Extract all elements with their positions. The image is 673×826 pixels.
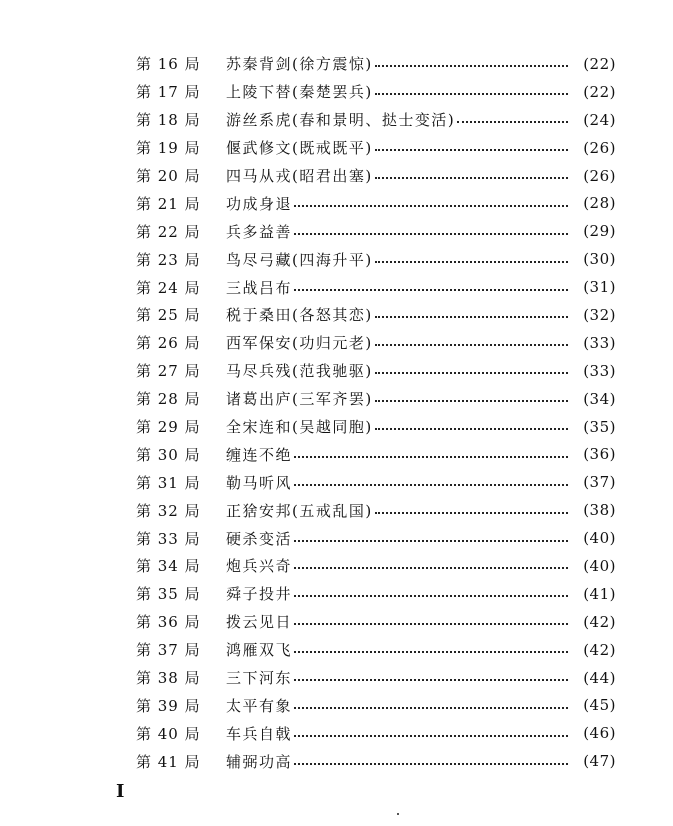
game-number: 第 34 局 xyxy=(136,557,201,576)
page-reference: (45) xyxy=(583,696,616,715)
game-number: 第 39 局 xyxy=(136,696,201,715)
page-reference: (41) xyxy=(583,584,616,603)
toc-entry[interactable] xyxy=(136,245,616,273)
toc-entry[interactable] xyxy=(136,413,616,441)
game-title: 西军保安(功归元老) xyxy=(226,334,373,353)
toc-entry[interactable] xyxy=(136,134,616,162)
page-reference: (28) xyxy=(583,194,616,213)
game-number: 第 17 局 xyxy=(136,83,201,102)
page-reference: (46) xyxy=(583,724,616,743)
dot-leader xyxy=(294,566,568,569)
dot-leader xyxy=(375,511,568,514)
dot-leader xyxy=(294,483,568,486)
toc-entry[interactable] xyxy=(136,468,616,496)
dot-leader xyxy=(294,594,568,597)
table-of-contents xyxy=(136,50,616,775)
page-reference: (22) xyxy=(583,82,616,101)
game-title: 功成身退 xyxy=(226,194,293,213)
toc-entry[interactable] xyxy=(136,440,616,468)
page-reference: (40) xyxy=(583,529,616,548)
game-number: 第 21 局 xyxy=(136,194,201,213)
game-title: 兵多益善 xyxy=(226,222,293,241)
toc-entry[interactable] xyxy=(136,580,616,608)
game-title: 鸿雁双飞 xyxy=(226,641,293,660)
game-number: 第 20 局 xyxy=(136,167,201,185)
dot-leader xyxy=(375,427,568,430)
dot-leader xyxy=(375,315,568,318)
page-reference: (47) xyxy=(583,752,616,771)
page-reference: (24) xyxy=(583,110,616,129)
dot-leader xyxy=(375,260,568,263)
game-number: 第 40 局 xyxy=(136,724,201,743)
game-title: 炮兵兴奇 xyxy=(226,557,293,576)
game-title: 诸葛出庐(三军齐罢) xyxy=(226,390,373,409)
game-title: 硬杀变活 xyxy=(226,529,293,548)
game-title: 车兵自戟 xyxy=(226,724,293,743)
toc-entry[interactable] xyxy=(136,691,616,719)
toc-entry[interactable] xyxy=(136,78,616,106)
game-title: 拨云见日 xyxy=(226,613,293,632)
game-number: 第 41 局 xyxy=(136,752,201,771)
page-reference: (29) xyxy=(583,222,616,241)
game-number: 第 24 局 xyxy=(136,278,201,297)
toc-entry[interactable] xyxy=(136,50,616,78)
toc-entry[interactable] xyxy=(136,608,616,636)
game-number: 第 23 局 xyxy=(136,250,201,269)
dot-leader xyxy=(375,176,568,179)
toc-entry[interactable] xyxy=(136,273,616,301)
game-number: 第 19 局 xyxy=(136,139,201,158)
game-number: 第 29 局 xyxy=(136,418,201,437)
page-reference: (32) xyxy=(583,305,616,324)
game-number: 第 18 局 xyxy=(136,111,201,130)
page-reference: (26) xyxy=(583,138,616,157)
toc-entry[interactable] xyxy=(136,217,616,245)
game-number: 第 38 局 xyxy=(136,669,201,688)
game-number: 第 32 局 xyxy=(136,501,201,520)
page-reference: (35) xyxy=(583,417,616,436)
game-number: 第 31 局 xyxy=(136,473,201,492)
game-number: 第 36 局 xyxy=(136,613,201,632)
page-reference: (44) xyxy=(583,668,616,687)
page-reference: (26) xyxy=(583,166,616,185)
game-number: 第 35 局 xyxy=(136,585,201,604)
toc-entry[interactable] xyxy=(136,162,616,190)
game-title: 马尽兵残(范我驰驱) xyxy=(226,362,373,381)
game-title: 四马从戎(昭君出塞) xyxy=(226,167,373,185)
game-title: 全宋连和(吴越同胞) xyxy=(226,418,373,437)
dot-leader xyxy=(294,762,568,765)
toc-entry[interactable] xyxy=(136,357,616,385)
game-number: 第 28 局 xyxy=(136,390,201,409)
dot-leader xyxy=(294,288,568,291)
game-title: 游丝系虎(春和景明、挞士变活) xyxy=(226,111,456,130)
dot-leader xyxy=(294,622,568,625)
toc-entry[interactable] xyxy=(136,496,616,524)
game-title: 鸟尽弓藏(四海升平) xyxy=(226,250,373,269)
toc-entry[interactable] xyxy=(136,747,616,775)
game-title: 正猞安邦(五戒乱国) xyxy=(226,501,373,520)
toc-entry[interactable] xyxy=(136,524,616,552)
game-title: 苏秦背剑(徐方震惊) xyxy=(226,55,373,74)
game-title: 缠连不绝 xyxy=(226,445,293,464)
dot-leader xyxy=(294,455,568,458)
game-number: 第 25 局 xyxy=(136,306,201,325)
game-title: 勒马听风 xyxy=(226,473,293,492)
dot-leader xyxy=(375,64,568,67)
page-reference: (33) xyxy=(583,333,616,352)
dot-leader xyxy=(375,343,568,346)
dot-leader xyxy=(375,371,568,374)
dot-leader xyxy=(375,148,568,151)
page-reference: (42) xyxy=(583,612,616,631)
dot-leader xyxy=(294,650,568,653)
page-reference: (42) xyxy=(583,640,616,659)
toc-entry[interactable] xyxy=(136,106,616,134)
dot-leader xyxy=(294,204,568,207)
game-number: 第 27 局 xyxy=(136,362,201,381)
toc-entry[interactable] xyxy=(136,385,616,413)
game-number: 第 22 局 xyxy=(136,222,201,241)
dot-leader xyxy=(375,92,568,95)
page-number: I xyxy=(116,781,125,802)
game-title: 上陵下替(秦楚罢兵) xyxy=(226,83,373,102)
game-title: 三战吕布 xyxy=(226,278,293,297)
dot-leader xyxy=(294,232,568,235)
game-number: 第 16 局 xyxy=(136,55,201,74)
toc-entry[interactable] xyxy=(136,719,616,747)
page-reference: (40) xyxy=(583,556,616,575)
toc-entry[interactable] xyxy=(136,301,616,329)
page-reference: (22) xyxy=(583,54,616,73)
dot-leader xyxy=(457,120,568,123)
game-number: 第 33 局 xyxy=(136,529,201,548)
toc-entry[interactable] xyxy=(136,636,616,664)
game-title: 税于桑田(各怒其恋) xyxy=(226,306,373,325)
toc-entry[interactable] xyxy=(136,552,616,580)
page-reference: (37) xyxy=(583,473,616,492)
game-number: 第 26 局 xyxy=(136,334,201,353)
toc-entry[interactable] xyxy=(136,329,616,357)
dot-leader xyxy=(375,399,568,402)
page-reference: (33) xyxy=(583,361,616,380)
game-title: 太平有象 xyxy=(226,696,293,715)
game-title: 舜子投井 xyxy=(226,585,293,604)
game-title: 辅弼功高 xyxy=(226,752,293,771)
page-reference: (38) xyxy=(583,501,616,520)
page-reference: (30) xyxy=(583,250,616,269)
toc-entry[interactable] xyxy=(136,189,616,217)
dot-leader xyxy=(294,734,568,737)
dot-leader xyxy=(294,678,568,681)
page-reference: (34) xyxy=(583,389,616,408)
game-number: 第 37 局 xyxy=(136,641,201,660)
page-reference: (36) xyxy=(583,445,616,464)
game-number: 第 30 局 xyxy=(136,445,201,464)
dot-leader xyxy=(294,539,568,542)
game-title: 偃武修文(既戒既平) xyxy=(226,139,373,158)
scan-speck xyxy=(397,813,399,815)
page-reference: (31) xyxy=(583,278,616,297)
toc-entry[interactable] xyxy=(136,664,616,692)
game-title: 三下河东 xyxy=(226,669,293,688)
dot-leader xyxy=(294,706,568,709)
